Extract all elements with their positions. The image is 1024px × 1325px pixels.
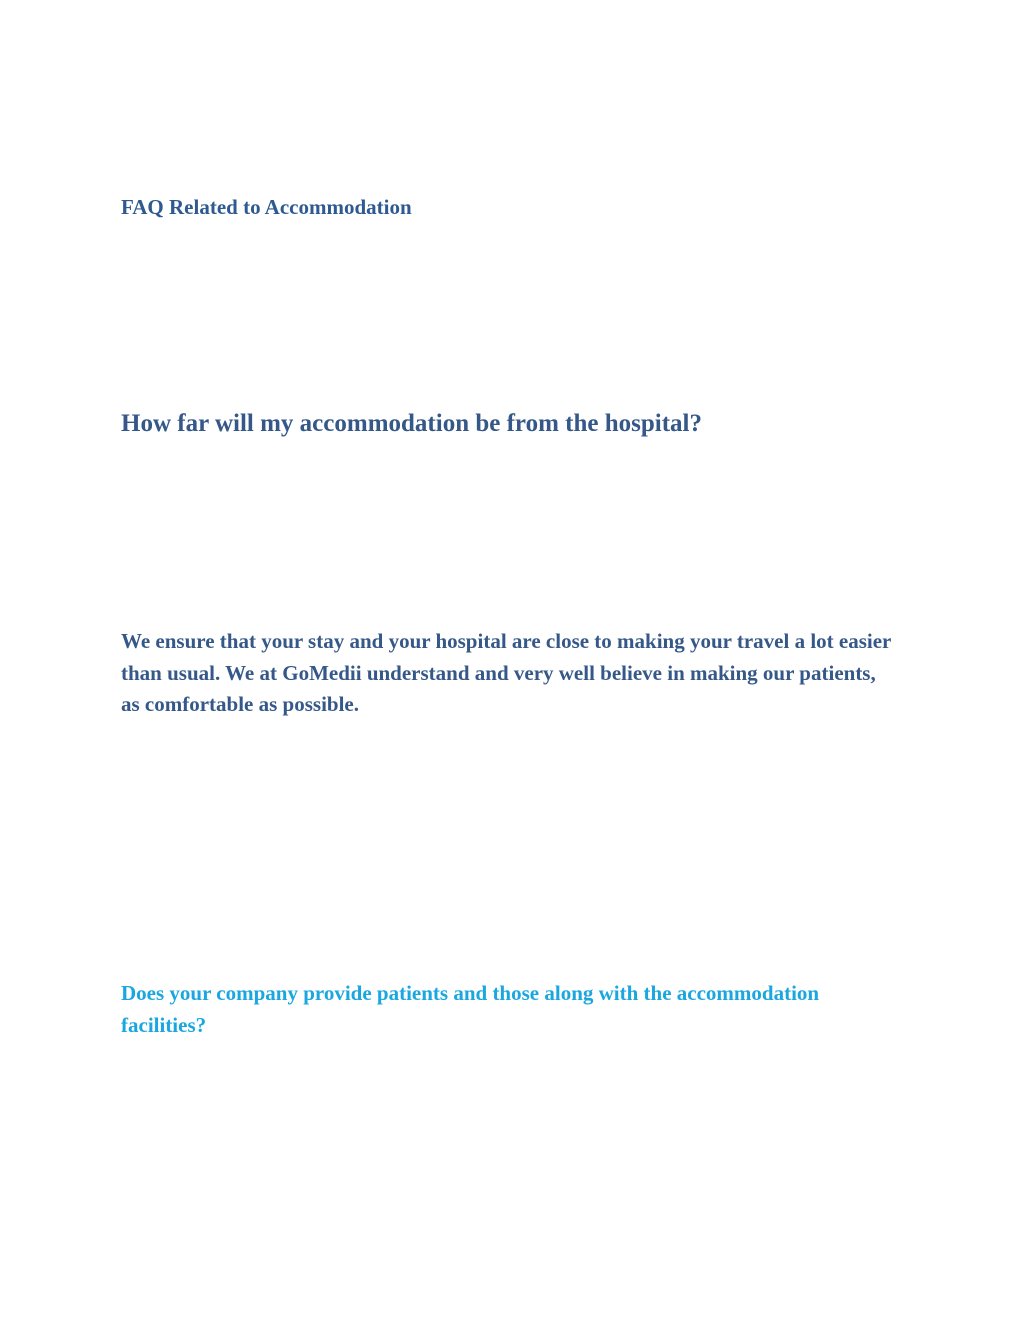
faq-answer-accommodation-distance: We ensure that your stay and your hospital are close to making your travel a lot easier than usual. We at GoMedii understand and very well believe in making our patients, as comfortable as possible. xyxy=(121,629,891,716)
faq-question-accommodation-distance: How far will my accommodation be from the hospital? xyxy=(121,410,702,437)
section-title: FAQ Related to Accommodation xyxy=(121,195,412,219)
faq-question-accommodation-facilities: Does your company provide patients and those along with the accommodation facilities? xyxy=(121,981,820,1037)
